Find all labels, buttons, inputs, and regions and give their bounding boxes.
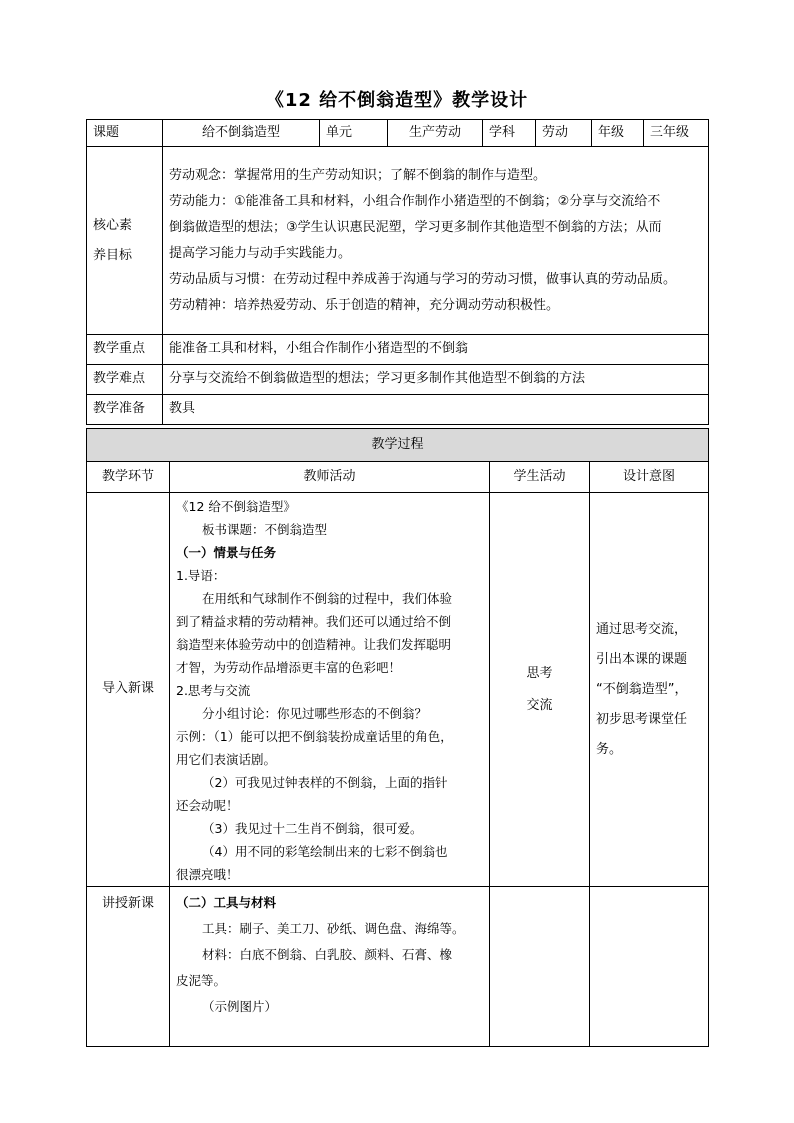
key-point-value: 能准备工具和材料，小组合作制作小猪造型的不倒翁 [163,335,709,365]
core-goals-row [87,147,709,335]
intent-line: 通过思考交流， [596,621,688,637]
page-title: 《12 给不倒翁造型》教学设计 [265,90,529,111]
info-table [86,119,709,425]
teacher-line: （2）可我见过钟表样的不倒翁，上面的指针 [202,775,448,790]
teach-row [87,887,709,1047]
core-goals-label [87,147,163,335]
intent-line: “不倒翁造型”， [596,681,688,697]
topic-value: 给不倒翁造型 [163,120,320,147]
intro-student-activity [490,493,590,887]
prep-label: 教学准备 [87,395,163,425]
student-line: 思考 [526,665,553,681]
header-teacher: 教师活动 [170,462,490,493]
teach-student-activity [490,887,590,1047]
teacher-line: （示例图片） [202,999,278,1014]
core-label-line2: 养目标 [93,247,133,263]
difficulty-row [87,365,709,395]
goal-line: 劳动观念：掌握常用的生产劳动知识；了解不倒翁的制作与造型。 [169,167,547,183]
teacher-line: 板书课题：不倒翁造型 [202,522,328,537]
teacher-line: 材料：白底不倒翁、白乳胶、颜料、石膏、橡 [202,947,453,962]
difficulty-label: 教学难点 [87,365,163,395]
intent-line: 初步思考课堂任 [596,711,688,727]
teacher-line: 才智，为劳动作品增添更丰富的色彩吧！ [176,660,402,675]
teacher-line: 皮泥等。 [176,973,227,988]
teacher-line: 用它们表演话剧。 [176,752,277,767]
teacher-line: 工具：刷子、美工刀、砂纸、调色盘、海绵等。 [202,921,465,936]
teacher-line: （4）用不同的彩笔绘制出来的七彩不倒翁也 [202,844,448,859]
core-label-line1: 核心素 [93,217,133,233]
subject-value: 劳动 [536,120,592,147]
teacher-line: 1.导语： [176,568,226,583]
section-heading: （一）情景与任务 [176,545,277,560]
teacher-line: 在用纸和气球制作不倒翁的过程中，我们体验 [202,591,453,606]
teach-design-intent [590,887,709,1047]
prep-value: 教具 [163,395,709,425]
intent-line: 务。 [596,741,623,757]
info-row [87,120,709,147]
subject-label: 学科 [483,120,536,147]
core-goals-content [163,147,709,335]
unit-value: 生产劳动 [388,120,483,147]
process-heading: 教学过程 [87,429,709,462]
teacher-line: 很漂亮哦！ [176,867,239,882]
section-heading: （二）工具与材料 [176,895,277,910]
key-point-label: 教学重点 [87,335,163,365]
teacher-line: 到了精益求精的劳动精神。我们还可以通过给不倒 [176,614,452,629]
goal-line: 提高学习能力与动手实践能力。 [169,245,352,261]
topic-label: 课题 [87,120,163,147]
process-heading-row [87,429,709,462]
teach-stage: 讲授新课 [87,887,170,1047]
teacher-line: 示例：（1）能可以把不倒翁装扮成童话里的角色， [176,729,453,744]
grade-value: 三年级 [644,120,709,147]
teach-teacher-activity [170,887,490,1047]
goal-line: 倒翁做造型的想法；③学生认识惠民泥塑，学习更多制作其他造型不倒翁的方法；从而 [169,219,662,235]
process-table [86,428,709,1047]
unit-label: 单元 [320,120,388,147]
teacher-line: （3）我见过十二生肖不倒翁，很可爱。 [202,821,423,836]
intro-design-intent [590,493,709,887]
grade-label: 年级 [592,120,644,147]
process-header-row [87,462,709,493]
intro-stage: 导入新课 [87,493,170,887]
student-line: 交流 [526,697,553,713]
intent-line: 引出本课的课题 [596,651,688,667]
key-point-row [87,335,709,365]
teacher-line: 《12 给不倒翁造型》 [176,499,296,514]
header-student: 学生活动 [490,462,590,493]
goal-line: 劳动品质与习惯：在劳动过程中养成善于沟通与学习的劳动习惯，做事认真的劳动品质。 [169,271,677,287]
difficulty-value: 分享与交流给不倒翁做造型的想法；学习更多制作其他造型不倒翁的方法 [163,365,709,395]
intro-teacher-activity [170,493,490,887]
teacher-line: 还会动呢！ [176,798,239,813]
goal-line: 劳动能力：①能准备工具和材料，小组合作制作小猪造型的不倒翁；②分享与交流给不 [169,193,661,209]
intro-row [87,493,709,887]
header-stage: 教学环节 [87,462,170,493]
prep-row [87,395,709,425]
goal-line: 劳动精神：培养热爱劳动、乐于创造的精神，充分调动劳动积极性。 [169,297,560,313]
header-intent: 设计意图 [590,462,709,493]
teacher-line: 2.思考与交流 [176,683,251,698]
teacher-line: 分小组讨论：你见过哪些形态的不倒翁？ [202,706,428,721]
teacher-line: 翁造型来体验劳动中的创造精神。让我们发挥聪明 [176,637,452,652]
